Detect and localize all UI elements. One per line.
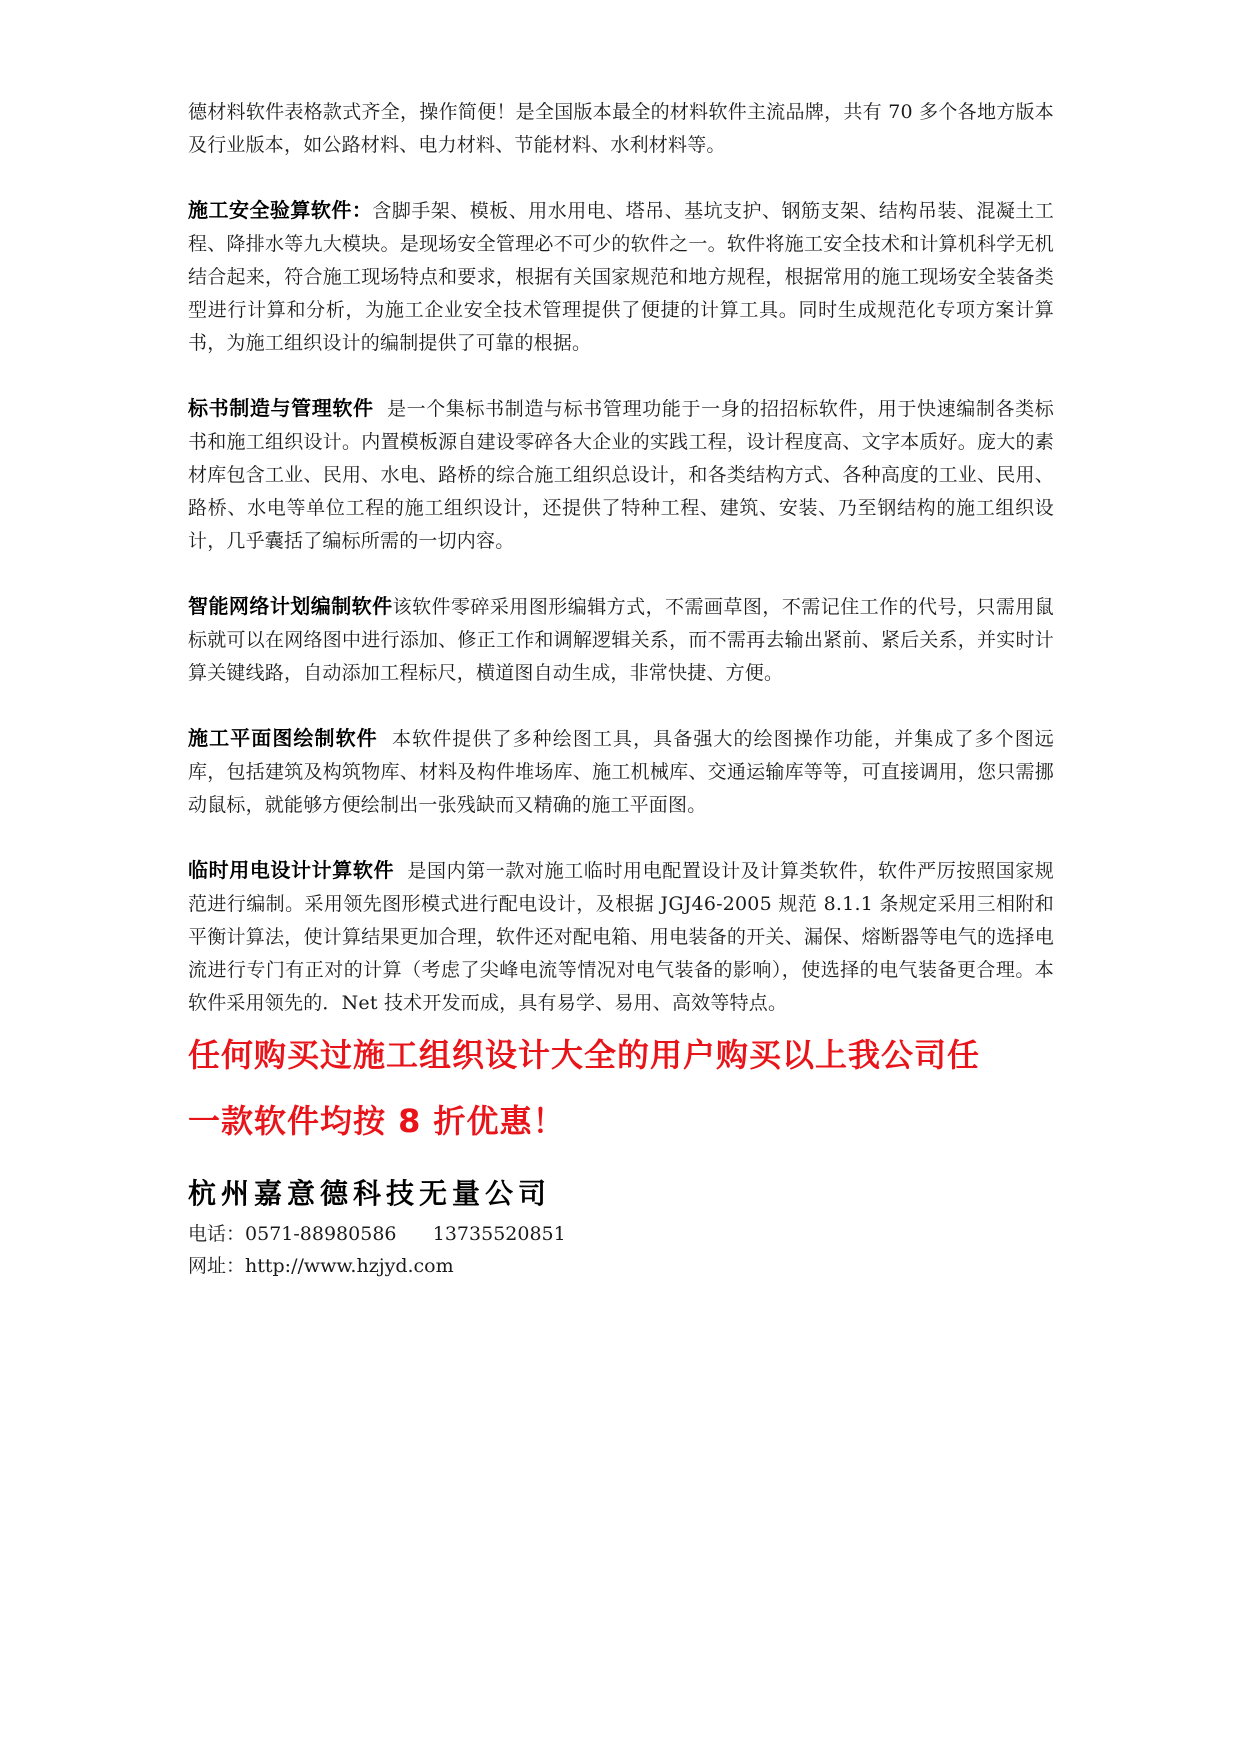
company-name: 杭州嘉意德科技无量公司 [188, 1177, 552, 1210]
spacer [188, 690, 1054, 722]
section-bid-documents [188, 392, 1054, 558]
promo-line-1: 任何购买过施工组织设计大全的用户购买以上我公司任 [188, 1036, 981, 1074]
section-body: 是一个集标书制造与标书管理功能于一身的招招标软件，用于快速编制各类标书和施工组织设计。内置模板源自建设零碎各大企业的实践工程，设计程度高、文字本质好。庞大的素材库包含工业、民用、水电、路桥的综合施工组织总设计，和各类结构方式、各种高度的工业、民用、路桥、水电等单位工程的施工组织设计，还提供了特种工程、建筑、安装、乃至钢结构的施工组织设计，几乎囊括了编标所需的一切内容。 [188, 398, 1054, 552]
phone-line [188, 1218, 1054, 1250]
section-body: 本软件提供了多种绘图工具，具备强大的绘图操作功能，并集成了多个图远库，包括建筑及构筑物库、材料及构件堆场库、施工机械库、交通运输库等等，可直接调用，您只需挪动鼠标，就能够方便绘制出一张残缺而又精确的施工平面图。 [188, 728, 1054, 816]
website-label: 网址： [188, 1255, 246, 1277]
intro-paragraph: 德材料软件表格款式齐全，操作简便！是全国版本最全的材料软件主流品牌，共有 70 多个各地方版本及行业版本，如公路材料、电力材料、节能材料、水利材料等。 [188, 101, 1054, 156]
website-url[interactable]: http://www.hzjyd.com [245, 1255, 454, 1277]
section-body: 含脚手架、模板、用水用电、塔吊、基坑支护、钢筋支架、结构吊装、混凝土工程、降排水等九大模块。是现场安全管理必不可少的软件之一。软件将施工安全技术和计算机科学无机结合起来，符合施工现场特点和要求，根据有关国家规范和地方规程，根据常用的施工现场安全装备类型进行计算和分析，为施工企业安全技术管理提供了便捷的计算工具。同时生成规范化专项方案计算书，为施工组织设计的编制提供了可靠的根据。 [188, 200, 1054, 354]
promo-line-2: 一款软件均按 8 折优惠！ [188, 1102, 566, 1140]
section-title: 智能网络计划编制软件 [188, 594, 393, 618]
section-site-plan [188, 722, 1054, 822]
section-title: 施工安全验算软件： [188, 198, 373, 222]
spacer [188, 360, 1054, 392]
website-line [188, 1250, 1054, 1282]
section-network-plan [188, 590, 1054, 690]
phone-number-1: 0571-88980586 [245, 1223, 397, 1245]
section-title: 施工平面图绘制软件 [188, 726, 378, 750]
spacer [188, 162, 1054, 194]
section-title: 临时用电设计计算软件 [188, 858, 395, 882]
spacer [188, 558, 1054, 590]
section-safety-calc [188, 194, 1054, 360]
section-body: 是国内第一款对施工临时用电配置设计及计算类软件，软件严厉按照国家规范进行编制。采用领先图形模式进行配电设计，及根据 JGJ46-2005 规范 8.1.1 条规定采用三相附和平衡计算法，使计算结果更加合理，软件还对配电箱、用电装备的开关、漏保、熔断器等电气的选择电流进行专门有正对的计算（考虑了尖峰电流等情况对电气装备的影响），使选择的电气装备更合理。本软件采用领先的．Net 技术开发而成，具有易学、易用、高效等特点。 [188, 860, 1054, 1014]
document-page [188, 96, 1054, 1282]
section-body: 该软件零碎采用图形编辑方式，不需画草图，不需记住工作的代号，只需用鼠标就可以在网络图中进行添加、修正工作和调解逻辑关系，而不需再去输出紧前、紧后关系，并实时计算关键线路，自动添加工程标尺，横道图自动生成，非常快捷、方便。 [188, 596, 1054, 684]
spacer [188, 822, 1054, 854]
section-temp-power [188, 854, 1054, 1020]
phone-label: 电话： [188, 1223, 246, 1245]
phone-number-2: 13735520851 [432, 1223, 566, 1245]
section-title: 标书制造与管理软件 [188, 396, 374, 420]
